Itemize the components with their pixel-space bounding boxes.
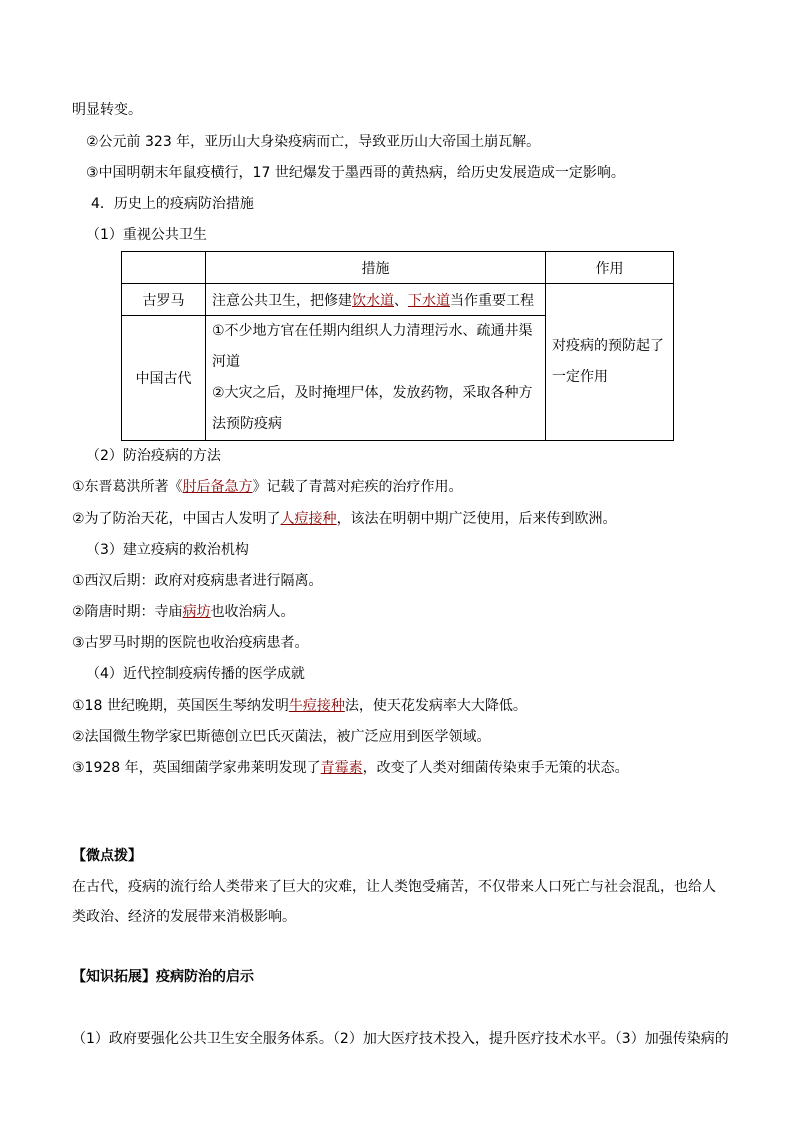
list-item-variolation [72,510,617,528]
term-sewer: 下水道 [408,292,450,309]
item-pre-text: ②隋唐时期：寺庙 [72,604,183,620]
paragraph-p3: ③中国明朝末年鼠疫横行，17 世纪爆发于墨西哥的黄热病，给历史发展造成一定影响。 [86,165,625,181]
list-item-rome-hospital: ③古罗马时期的医院也收治疫病患者。 [72,635,309,651]
effect-line-1: 对疫病的预防起了 [552,338,664,354]
cell-rome-measure [206,284,546,316]
extension-heading: 【知识拓展】疫病防治的启示 [72,969,254,985]
item-pre-text: ①18 世纪晚期，英国医生琴纳发明 [72,698,289,714]
list-item-jenner [72,697,527,715]
row-label-china: 中国古代 [122,316,206,441]
china-line-2: 河道 [212,354,240,370]
section-heading-4: 4．历史上的疫病防治措施 [91,196,254,212]
china-line-4: 法预防疫病 [212,416,282,432]
term-drinking-aqueduct: 饮水道 [352,292,394,309]
paragraph-p1: 明显转变。 [72,102,142,118]
rome-pre-text: 注意公共卫生，把修建 [212,292,352,309]
effect-line-2: 一定作用 [552,369,608,385]
table-header-blank [122,252,206,284]
table-header-measures: 措施 [206,252,546,284]
subsection-title-2: （2）防治疫病的方法 [86,448,221,464]
item-post-text: ，改变了人类对细菌传染束手无策的状态。 [362,760,629,776]
tip-line-1: 在古代，疫病的流行给人类带来了巨大的灾难，让人类饱受痛苦，不仅带来人口死亡与社会混乱，也给人 [72,879,716,895]
china-line-1: ①不少地方官在任期内组织人力清理污水、疏通井渠 [212,323,533,339]
cell-effect [546,284,674,441]
rome-post-text: 当作重要工程 [450,292,534,309]
item-post-text: 也收治病人。 [210,604,295,620]
item-pre-text: ①东晋葛洪所著《 [72,479,183,495]
list-item-suitang [72,603,295,621]
tip-heading: 【微点拨】 [72,848,142,864]
measures-table [121,251,674,441]
extension-line-1: （1）政府要强化公共卫生安全服务体系。（2）加大医疗技术投入，提升医疗技术水平。（3）加强传染病的 [72,1031,729,1047]
term-niudou-jiezhong: 牛痘接种 [288,698,345,714]
item-post-text: 法，使天花发病率大大降低。 [344,698,527,714]
list-item-xihan: ①西汉后期：政府对疫病患者进行隔离。 [72,573,323,589]
item-pre-text: ③1928 年，英国细菌学家弗莱明发现了 [72,760,321,776]
paragraph-p2: ②公元前 323 年，亚历山大身染疫病而亡，导致亚历山大帝国土崩瓦解。 [86,134,541,150]
rome-separator: 、 [394,292,408,309]
china-line-3: ②大灾之后，及时掩埋尸体，发放药物，采取各种方 [212,385,533,401]
subsection-title-3: （3）建立疫病的救治机构 [86,542,249,558]
term-penicillin: 青霉素 [320,760,363,776]
subsection-title-1: （1）重视公共卫生 [86,227,207,243]
list-item-zhouhou [72,478,463,496]
term-zhouhou-beijifang: 肘后备急方 [182,479,253,495]
item-pre-text: ②为了防治天花，中国古人发明了 [72,511,281,527]
list-item-fleming [72,759,629,777]
term-rendou-jiezhong: 人痘接种 [280,511,337,527]
subsection-title-4: （4）近代控制疫病传播的医学成就 [86,666,305,682]
tip-line-2: 类政治、经济的发展带来消极影响。 [72,909,296,925]
item-post-text: 》记载了青蒿对疟疾的治疗作用。 [252,479,463,495]
item-post-text: ，该法在明朝中期广泛使用，后来传到欧洲。 [336,511,617,527]
term-bingfang: 病坊 [182,604,211,620]
row-label-rome: 古罗马 [122,284,206,316]
table-header-effect: 作用 [546,252,674,284]
list-item-pasteur: ②法国微生物学家巴斯德创立巴氏灭菌法，被广泛应用到医学领域。 [72,729,491,745]
cell-china-measure [206,316,546,441]
